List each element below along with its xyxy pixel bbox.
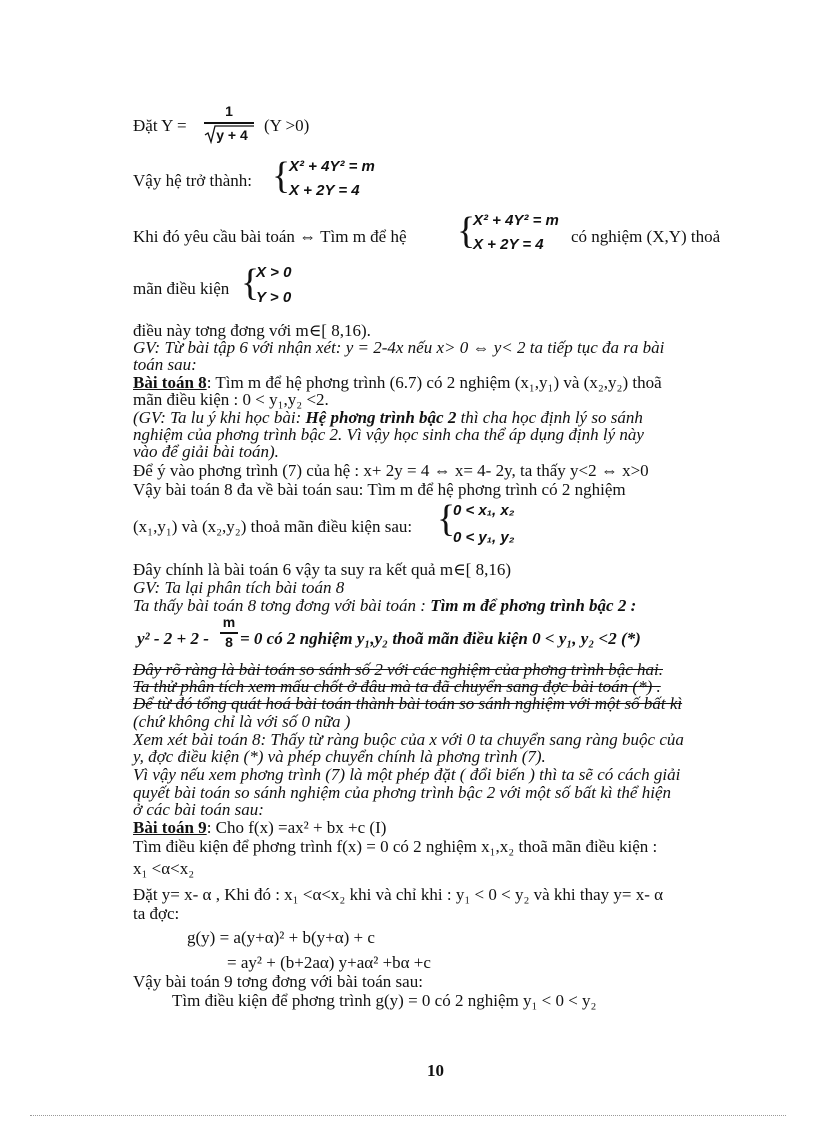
brace-icon: { xyxy=(272,155,291,197)
equation: X + 2Y = 4 xyxy=(473,236,544,253)
text-span: Hệ phơng trình bậc 2 xyxy=(305,408,457,427)
text-line: Vì vậy nếu xem phơng trình (7) là một phép đặt ( đổi biến ) thì ta sẽ có cách giải xyxy=(133,765,681,784)
text-span: : Tìm m để hệ phơng trình (6.7) có 2 nghiệm (x₁,y₁) và (x₂,y₂) thoã xyxy=(206,373,662,392)
text-span: thì cha học định lý so sánh xyxy=(456,408,643,427)
text-line: mãn điều kiện xyxy=(133,279,230,298)
equation: Y > 0 xyxy=(256,289,292,306)
text-line: Khi đó yêu cầu bài toán ⇔ Tìm m để hệ xyxy=(133,227,407,246)
text-line: mãn điều kiện : 0 < y₁,y₂ <2. xyxy=(133,390,329,409)
text-line: Đây rõ ràng là bài toán so sánh số 2 với các nghiệm của phơng trình bậc hai. xyxy=(133,660,663,679)
equation: 0 < y₁, y₂ xyxy=(453,529,515,546)
equation: X² + 4Y² = m xyxy=(289,158,375,175)
equation: X² + 4Y² = m xyxy=(473,212,559,229)
equation: X + 2Y = 4 xyxy=(289,182,360,199)
equation: X > 0 xyxy=(256,264,292,281)
page-number: 10 xyxy=(427,1061,444,1080)
text-span: Ta thấy bài toán 8 tơng đơng với bài toán : xyxy=(133,596,431,615)
text-line: (Y >0) xyxy=(264,116,310,135)
fraction-denominator: y + 4 xyxy=(216,127,248,143)
text-line: Để từ đó tổng quát hoá bài toán thành bài toán so sánh nghiệm với một số bất kì xyxy=(133,694,683,713)
text-line: Đặt Y = xyxy=(133,116,187,135)
text-line: GV: Ta lại phân tích bài toán 8 xyxy=(133,578,345,597)
text-line: g(y) = a(y+α)² + b(y+α) + c xyxy=(187,928,375,947)
text-line: Ta thử phân tích xem mấu chốt ở đâu mà ta đã chuyển sang đợc bài toán (*) . xyxy=(133,677,661,696)
text-line: Đặt y= x- α , Khi đó : x₁ <α<x₂ khi và chỉ khi : y₁ < 0 < y₂ và khi thay y= x- α xyxy=(133,885,664,904)
text-line: vào để giải bài toán). xyxy=(133,442,279,461)
text-line xyxy=(133,819,386,837)
brace-icon: { xyxy=(241,262,260,304)
text-line: Vậy bài toán 8 đa về bài toán sau: Tìm m để hệ phơng trình có 2 nghiệm xyxy=(133,480,626,499)
text-line: Tìm điều kiện để phơng trình g(y) = 0 có 2 nghiệm y₁ < 0 < y₂ xyxy=(172,991,597,1010)
text-line: (x₁,y₁) và (x₂,y₂) thoả mãn điều kiện sau: xyxy=(133,517,413,536)
fraction-numerator: 1 xyxy=(225,103,233,119)
text-line: x₁ <α<x₂ xyxy=(133,859,195,878)
text-line: ta đợc: xyxy=(133,904,180,923)
text-line: có nghiệm (X,Y) thoả xyxy=(571,227,721,246)
text-line: (chứ không chỉ là với số 0 nữa ) xyxy=(133,712,351,731)
problem-label: Bài toán 9 xyxy=(133,818,207,837)
text-span: : Cho f(x) =ax² + bx +c (I) xyxy=(206,818,387,837)
text-line: = ay² + (b+2aα) y+aα² +bα +c xyxy=(227,953,431,972)
text-line: y, đợc điều kiện (*) và phép chuyển chính là phơng trình (7). xyxy=(133,747,546,766)
text-line: toán sau: xyxy=(133,355,197,374)
text-line xyxy=(133,597,636,615)
text-line: Vậy hệ trở thành: xyxy=(133,171,252,190)
text-line: Xem xét bài toán 8: Thấy từ ràng buộc của x với 0 ta chuyển sang ràng buộc của xyxy=(133,730,684,749)
page-divider xyxy=(30,1115,786,1116)
text-line: quyết bài toán so sánh nghiệm của phơng trình bậc 2 với một số bất kì thể hiện xyxy=(133,783,671,802)
problem-label: Bài toán 8 xyxy=(133,373,207,392)
text-line: = 0 có 2 nghiệm y₁,y₂ thoã mãn điều kiện 0 < y₁, y₂ <2 (*) xyxy=(240,629,641,648)
text-line: ở các bài toán sau: xyxy=(133,800,264,819)
text-span: (GV: Ta lu ý khi học bài: xyxy=(133,408,306,427)
brace-icon: { xyxy=(437,498,456,540)
fraction-denominator: 8 xyxy=(225,634,233,650)
text-line: GV: Từ bài tập 6 với nhận xét: y = 2-4x nếu x> 0 ⇔ y< 2 ta tiếp tục đa ra bài xyxy=(133,338,665,357)
text-line: Vậy bài toán 9 tơng đơng với bài toán sau: xyxy=(133,972,423,991)
text-line: điều này tơng đơng với m∈[ 8,16). xyxy=(133,321,371,340)
text-line: nghiệm của phơng trình bậc 2. Vì vậy học sinh cha thể áp dụng định lý này xyxy=(133,425,644,444)
brace-icon: { xyxy=(457,210,476,252)
text-span: Tìm m để phơng trình bậc 2 : xyxy=(430,596,637,615)
fraction-numerator: m xyxy=(222,614,236,630)
text-line: y² - 2 + 2 - xyxy=(137,629,209,648)
text-line: Để ý vào phơng trình (7) của hệ : x+ 2y = 4 ⇔ x= 4- 2y, ta thấy y<2 ⇔ x>0 xyxy=(133,461,649,480)
text-line: Tìm điều kiện để phơng trình f(x) = 0 có 2 nghiệm x₁,x₂ thoã mãn điều kiện : xyxy=(133,837,658,856)
text-line: Đây chính là bài toán 6 vậy ta suy ra kết quả m∈[ 8,16) xyxy=(133,560,511,579)
equation: 0 < x₁, x₂ xyxy=(453,502,515,519)
